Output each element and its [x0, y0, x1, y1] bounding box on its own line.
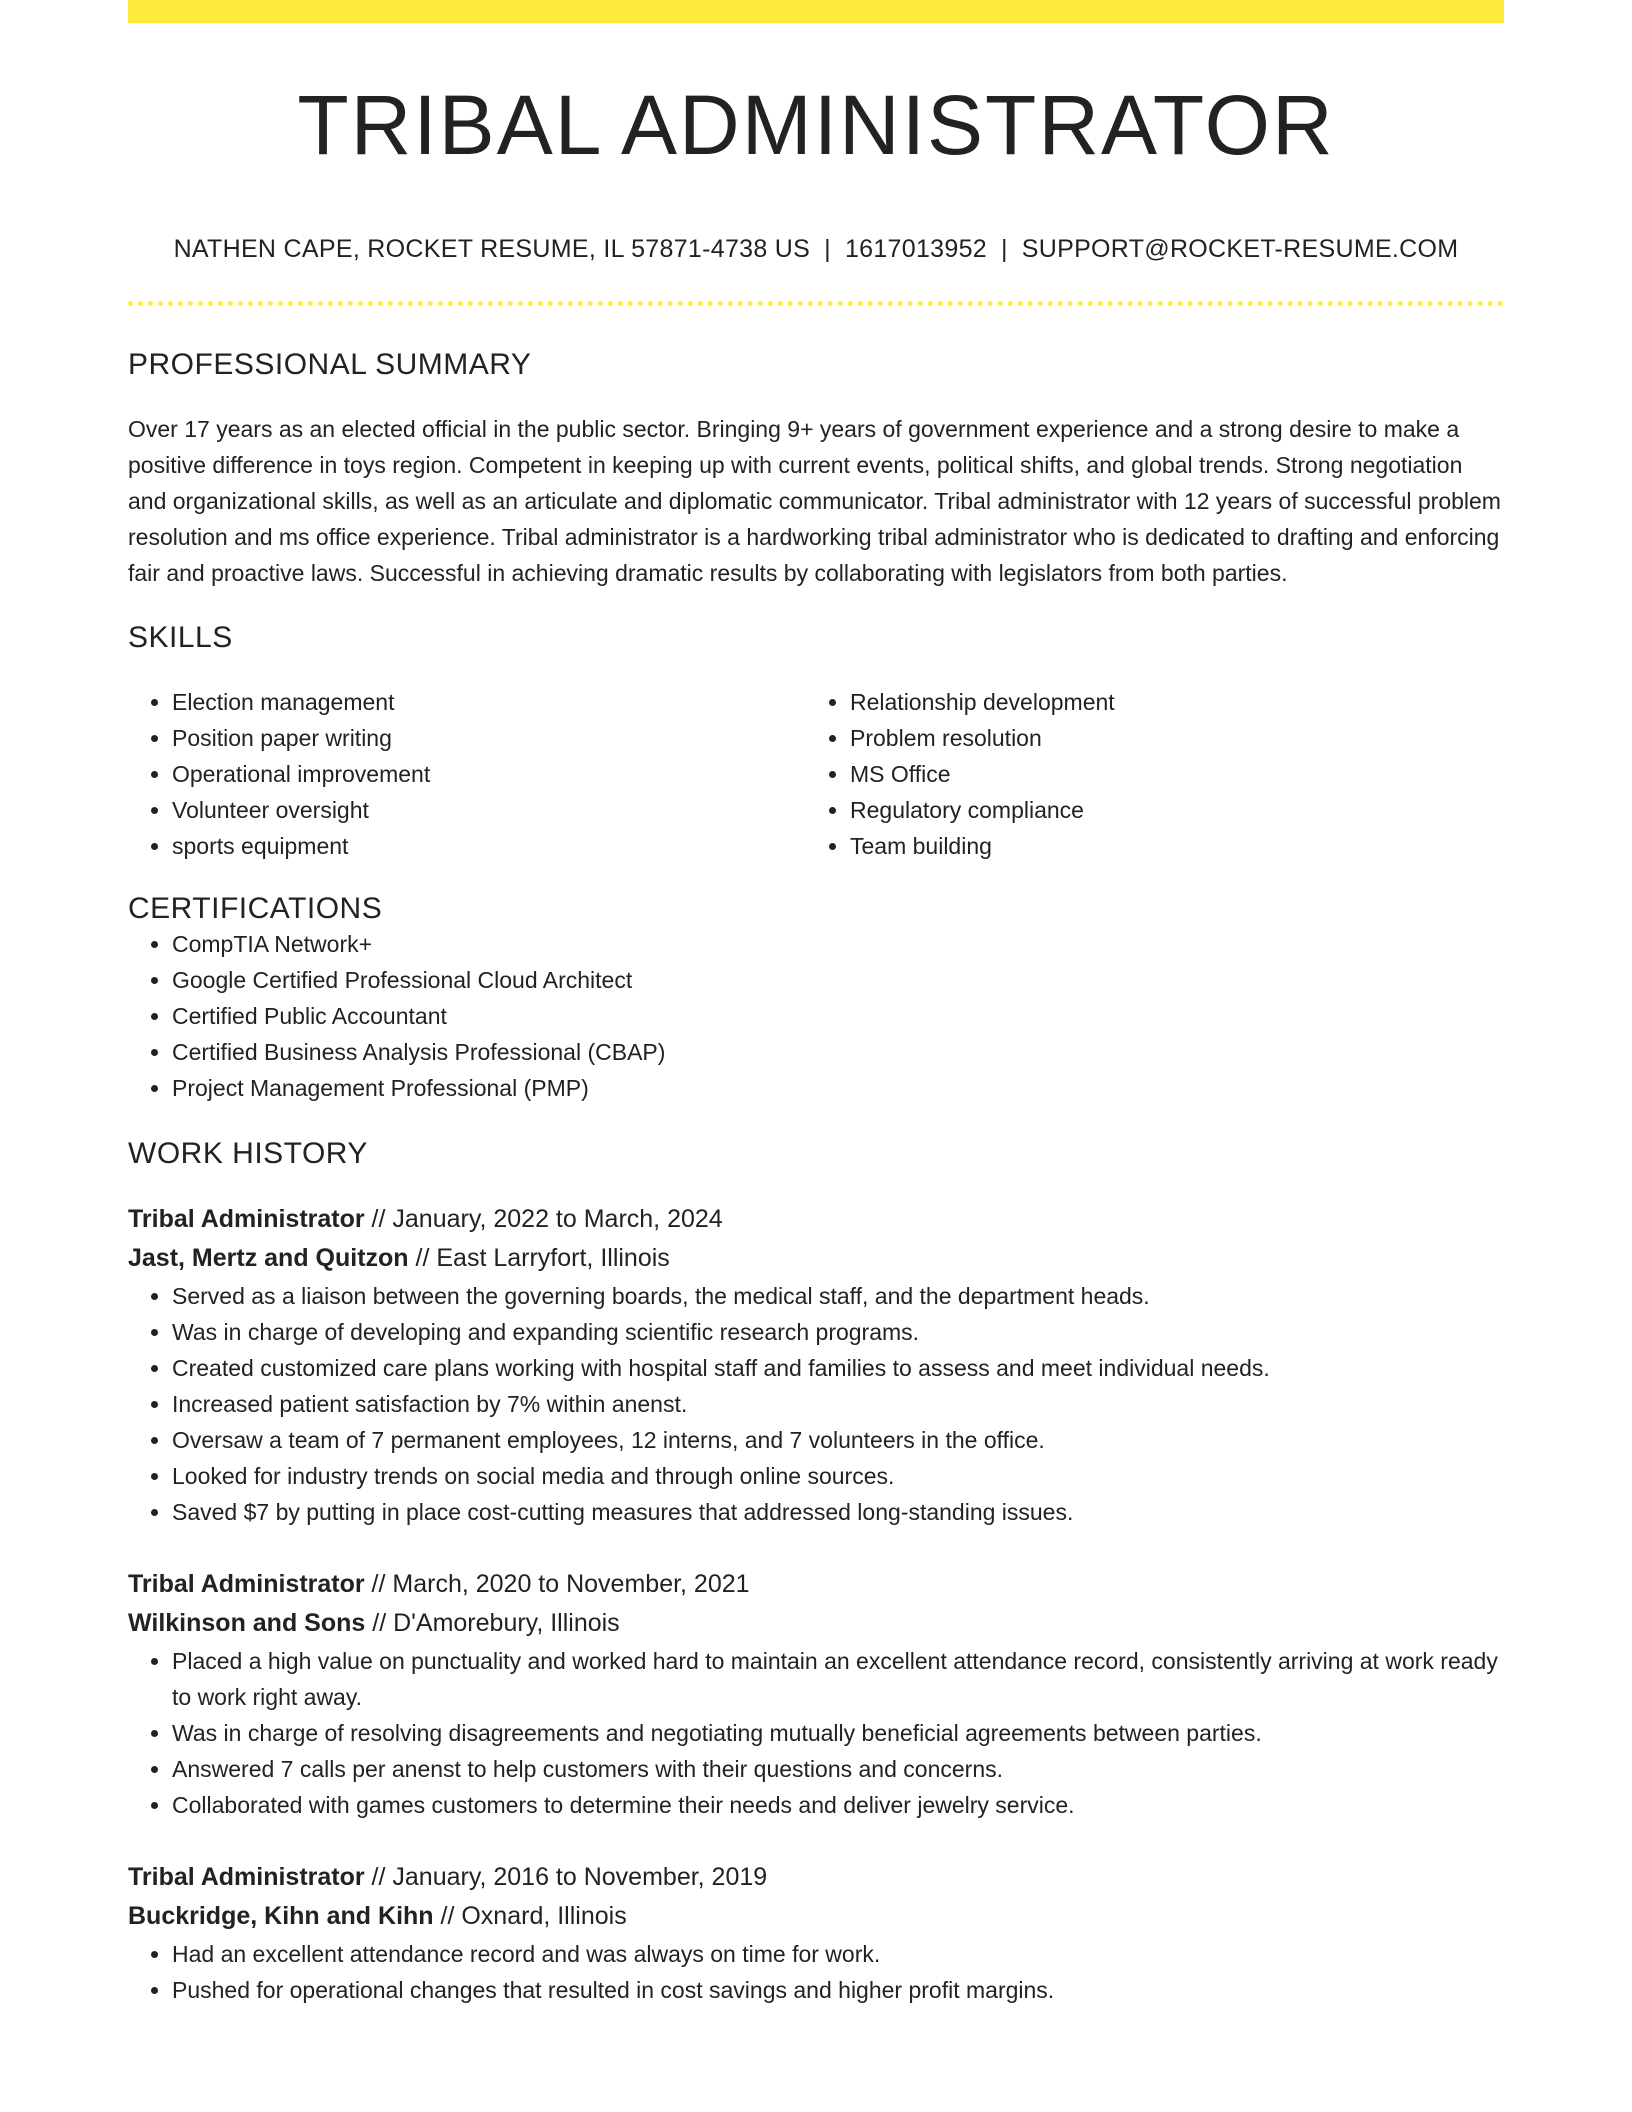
skills-left-column — [128, 684, 806, 864]
contact-email: SUPPORT@ROCKET-RESUME.COM — [1021, 235, 1459, 263]
job-location: // Oxnard, Illinois — [433, 1902, 627, 1930]
job-title-line — [128, 1565, 1504, 1604]
job-entry — [128, 1200, 1504, 1530]
job-bullet: • Had an excellent attendance record and was always on time for work. — [172, 1936, 1504, 1972]
skill-item: • Problem resolution — [850, 720, 1484, 756]
certification-item: • CompTIA Network+ — [172, 926, 1504, 962]
skills-right-list — [806, 684, 1484, 864]
skill-item: • Operational improvement — [172, 756, 806, 792]
certification-item: • Certified Business Analysis Professional (CBAP) — [172, 1034, 1504, 1070]
job-location: // D'Amorebury, Illinois — [365, 1609, 620, 1637]
job-dates: // January, 2022 to March, 2024 — [364, 1205, 723, 1233]
resume-name: TRIBAL ADMINISTRATOR — [297, 78, 1335, 172]
skills-grid — [128, 684, 1504, 864]
job-company-line — [128, 1239, 1504, 1278]
job-bullet: • Saved $7 by putting in place cost-cutting measures that addressed long-standing issues. — [172, 1494, 1504, 1530]
job-bullet: • Increased patient satisfaction by 7% within anenst. — [172, 1386, 1504, 1422]
job-bullet: • Pushed for operational changes that resulted in cost savings and higher profit margins. — [172, 1972, 1504, 2008]
job-bullet: • Created customized care plans working with hospital staff and families to assess and meet individual needs. — [172, 1350, 1504, 1386]
job-company: Jast, Mertz and Quitzon — [128, 1244, 409, 1272]
job-title: Tribal Administrator — [128, 1863, 365, 1891]
job-entry — [128, 1565, 1504, 1823]
dotted-divider — [128, 301, 1504, 306]
contact-separator: | — [1000, 235, 1008, 263]
job-bullets — [128, 1278, 1504, 1530]
job-bullet: • Placed a high value on punctuality and worked hard to maintain an excellent attendance record, consistently arriving at work ready to work right away. — [172, 1643, 1504, 1715]
skill-item: • Volunteer oversight — [172, 792, 806, 828]
skills-heading: SKILLS — [128, 621, 233, 654]
contact-phone: 1617013952 — [844, 235, 987, 263]
job-bullet: • Served as a liaison between the governing boards, the medical staff, and the department heads. — [172, 1278, 1504, 1314]
job-location: // East Larryfort, Illinois — [408, 1244, 670, 1272]
job-title-line — [128, 1858, 1504, 1897]
job-entry — [128, 1858, 1504, 2008]
job-title-line — [128, 1200, 1504, 1239]
certification-item: • Google Certified Professional Cloud Architect — [172, 962, 1504, 998]
summary-heading: PROFESSIONAL SUMMARY — [128, 348, 532, 381]
skill-item: • Relationship development — [850, 684, 1484, 720]
accent-top-bar — [128, 0, 1504, 23]
skills-right-column — [806, 684, 1484, 864]
summary-text: Over 17 years as an elected official in the public sector. Bringing 9+ years of government experience and a strong desire to make a positive difference in toys region. Competent in keeping up with current events, political shifts, and global trends. Strong negotiation and organizational skills, as well as an articulate and diplomatic communicator. Tribal administrator with 12 years of successful problem resolution and ms office experience. Tribal administrator is a hardworking tribal administrator who is dedicated to drafting and enforcing fair and proactive laws. Successful in achieving dramatic results by collaborating with legislators from both parties. — [128, 416, 1501, 586]
certification-item: • Project Management Professional (PMP) — [172, 1070, 1504, 1106]
contact-line — [128, 235, 1504, 264]
contact-separator: | — [824, 235, 831, 263]
contact-address: NATHEN CAPE, ROCKET RESUME, IL 57871-4738 US — [173, 235, 811, 263]
skill-item: • Regulatory compliance — [850, 792, 1484, 828]
certifications-heading: CERTIFICATIONS — [128, 892, 383, 925]
job-dates: // January, 2016 to November, 2019 — [364, 1863, 768, 1891]
job-bullet: • Collaborated with games customers to determine their needs and deliver jewelry service. — [172, 1787, 1504, 1823]
job-bullets — [128, 1936, 1504, 2008]
job-title: Tribal Administrator — [128, 1205, 365, 1233]
job-title: Tribal Administrator — [128, 1570, 365, 1598]
job-company: Wilkinson and Sons — [128, 1609, 366, 1637]
job-bullet: • Answered 7 calls per anenst to help customers with their questions and concerns. — [172, 1751, 1504, 1787]
job-company-line — [128, 1604, 1504, 1643]
job-bullet: • Oversaw a team of 7 permanent employees, 12 interns, and 7 volunteers in the office. — [172, 1422, 1504, 1458]
skill-item: • Election management — [172, 684, 806, 720]
job-company: Buckridge, Kihn and Kihn — [128, 1902, 434, 1930]
certifications-list — [128, 926, 1504, 1106]
resume-page — [128, 0, 1504, 2008]
work-history-heading: WORK HISTORY — [128, 1137, 368, 1170]
job-dates: // March, 2020 to November, 2021 — [364, 1570, 750, 1598]
certification-item: • Certified Public Accountant — [172, 998, 1504, 1034]
skill-item: • Team building — [850, 828, 1484, 864]
job-bullet: • Was in charge of developing and expanding scientific research programs. — [172, 1314, 1504, 1350]
skill-item: • sports equipment — [172, 828, 806, 864]
job-bullets — [128, 1643, 1504, 1823]
skill-item: • Position paper writing — [172, 720, 806, 756]
skills-left-list — [128, 684, 806, 864]
job-bullet: • Looked for industry trends on social media and through online sources. — [172, 1458, 1504, 1494]
job-company-line — [128, 1897, 1504, 1936]
job-bullet: • Was in charge of resolving disagreements and negotiating mutually beneficial agreements between parties. — [172, 1715, 1504, 1751]
skill-item: • MS Office — [850, 756, 1484, 792]
